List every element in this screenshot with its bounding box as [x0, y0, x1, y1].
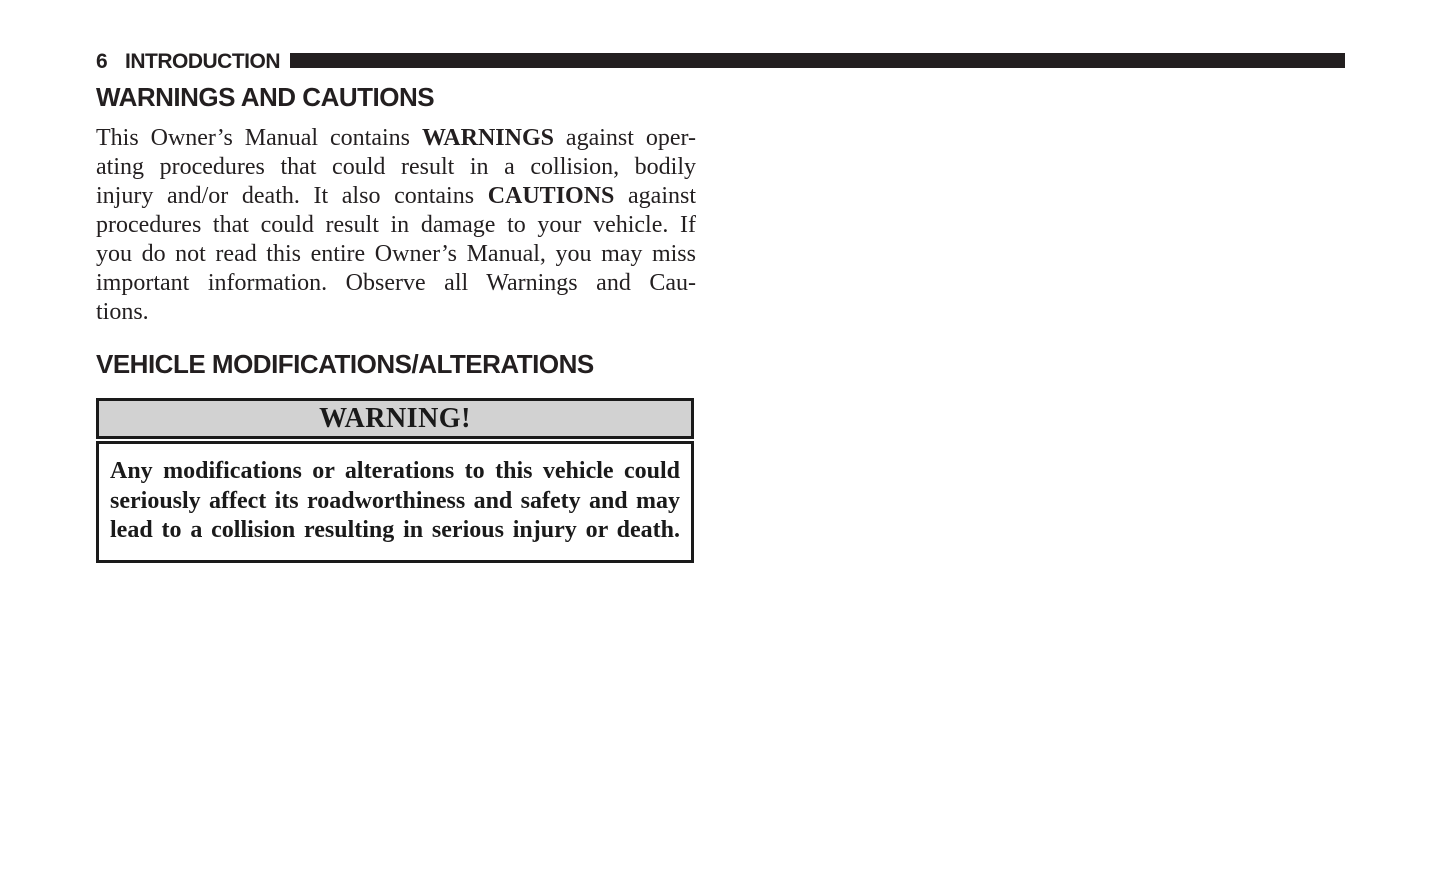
- header-rule-bar: [290, 53, 1345, 68]
- text-line: procedures that could result in damage to your vehicle. If: [96, 212, 696, 238]
- running-header-section-title: INTRODUCTION: [125, 50, 280, 73]
- text-line: injury and/or death. It also contains CAUTIONS against: [96, 183, 696, 209]
- heading-warnings-and-cautions: WARNINGS AND CAUTIONS: [96, 82, 435, 112]
- warning-box-body: [96, 441, 694, 563]
- text-line: This Owner’s Manual contains WARNINGS against oper-: [96, 125, 697, 151]
- text-line: Any modifications or alterations to this vehicle could: [110, 458, 680, 484]
- text-line: ating procedures that could result in a collision, bodily: [96, 154, 696, 180]
- warning-box-header: [96, 398, 694, 439]
- text-line: you do not read this entire Owner’s Manual, you may miss: [96, 241, 696, 267]
- warning-box-title: WARNING!: [319, 402, 471, 434]
- text-line: tions.: [96, 299, 149, 325]
- text-line: important information. Observe all Warnings and Cau-: [96, 270, 696, 296]
- text-line: lead to a collision resulting in serious injury or death.: [110, 517, 680, 543]
- page-number: 6: [96, 50, 108, 73]
- warnings-cautions-paragraph: [96, 124, 696, 327]
- heading-vehicle-modifications: VEHICLE MODIFICATIONS/ALTERATIONS: [96, 349, 594, 379]
- text-line: seriously affect its roadworthiness and safety and may: [110, 487, 680, 514]
- warning-box: [96, 398, 694, 563]
